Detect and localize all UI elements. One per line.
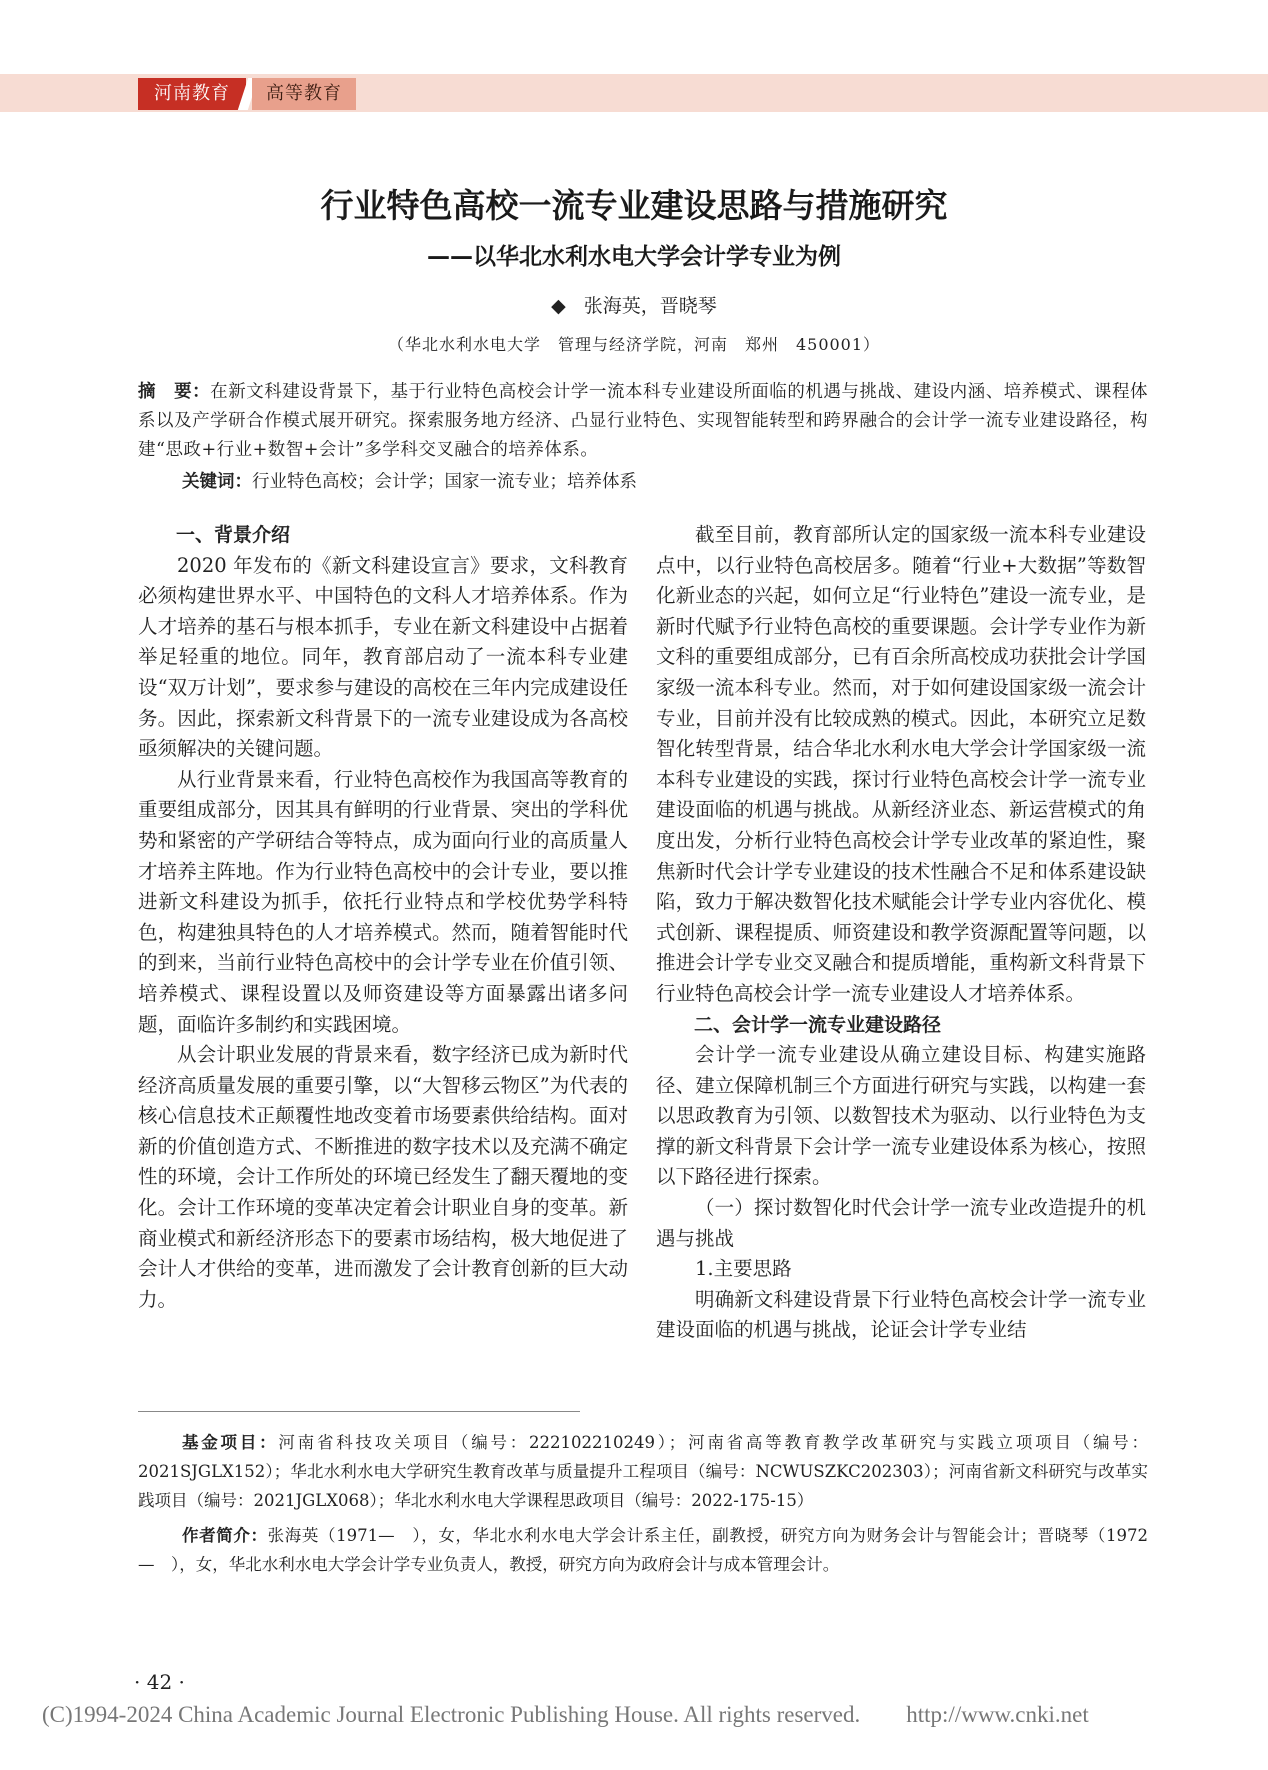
footnote-rule (138, 1411, 580, 1412)
keywords-text: 行业特色高校；会计学；国家一流专业；培养体系 (252, 472, 637, 492)
section-heading: 二、会计学一流专业建设路径 (694, 1013, 942, 1036)
page-number: · 42 · (134, 1670, 185, 1694)
journal-tag: 河南教育 (138, 78, 246, 110)
paragraph: 截至目前，教育部所认定的国家级一流本科专业建设点中，以行业特色高校居多。随着“行业+大数据”等数智化新业态的兴起，如何立足“行业特色”建设一流专业，是新时代赋予行业特色高校的重要课题。会计学专业作为新文科的重要组成部分，已有百余所高校成功获批会计学国家级一流本科专业。然而，对于如何建设国家级一流会计专业，目前并没有比较成熟的模式。因此，本研究立足数智化转型背景，结合华北水利水电大学会计学国家级一流本科专业建设的实践，探讨行业特色高校会计学一流专业建设面临的机遇与挑战。从新经济业态、新运营模式的角度出发，分析行业特色高校会计学专业改革的紧迫性，聚焦新时代会计学专业建设的技术性融合不足和体系建设缺陷，致力于解决数智化技术赋能会计学专业内容优化、模式创新、课程提质、师资建设和教学资源配置等问题，以推进会计学专业交叉融合和提质增能，重构新文科背景下行业特色高校会计学一流专业建设人才培养体系。 (656, 523, 1146, 1005)
copyright-line: (C)1994-2024 China Academic Journal Electronic Publishing House. All rights reserved. http://www.cnki.net (42, 1702, 1089, 1727)
keywords (182, 468, 1142, 497)
abstract (138, 378, 1148, 465)
paragraph: 会计学一流专业建设从确立建设目标、构建实施路径、建立保障机制三个方面进行研究与实践，以构建一套以思政教育为引领、以数智技术为驱动、以行业特色为支撑的新文科背景下会计学一流专业建设体系为核心，按照以下路径进行探索。 (656, 1043, 1146, 1189)
subsubsection-heading: 1.主要思路 (695, 1257, 792, 1281)
article-title: 行业特色高校一流专业建设思路与措施研究 (320, 186, 948, 225)
author-note (138, 1521, 1148, 1579)
abstract-text: 在新文科建设背景下，基于行业特色高校会计学一流本科专业建设所面临的机遇与挑战、建设内涵、培养模式、课程体系以及产学研合作模式展开研究。探索服务地方经济、凸显行业特色、实现智能转型和跨界融合的会计学一流专业建设路径，构建“思政+行业+数智+会计”多学科交叉融合的培养体系。 (138, 382, 1149, 460)
affiliation: （华北水利水电大学 管理与经济学院，河南 郑州 450001） (387, 335, 881, 354)
abstract-label: 摘 要： (138, 382, 211, 402)
paragraph: 明确新文科建设背景下行业特色高校会计学一流专业建设面临的机遇与挑战，论证会计学专业结 (656, 1287, 1146, 1342)
author-label: 作者简介： (182, 1526, 268, 1545)
keywords-label: 关键词： (182, 472, 252, 492)
section-tag: 高等教育 (252, 78, 356, 110)
footnotes (138, 1428, 1148, 1579)
authors-line (0, 291, 1268, 318)
paragraph: 2020 年发布的《新文科建设宣言》要求，文科教育必须构建世界水平、中国特色的文科人才培养体系。作为人才培养的基石与根本抓手，专业在新文科建设中占据着举足轻重的地位。同年，教育部启动了一流本科专业建设“双万计划”，要求参与建设的高校在三年内完成建设任务。因此，探索新文科背景下的一流专业建设成为各高校亟须解决的关键问题。 (138, 553, 628, 761)
fund-note (138, 1428, 1148, 1515)
fund-text: 河南省科技攻关项目（编号：222102210249）；河南省高等教育教学改革研究与实践立项项目（编号：2021SJGLX152）；华北水利水电大学研究生教育改革与质量提升工程项目（编号：NCWUSZKC202303）；河南省新文科研究与改革实践项目（编号：2021JGLX068）；华北水利水电大学课程思政项目（编号：2022-175-15） (138, 1433, 1149, 1510)
paragraph: 从行业背景来看，行业特色高校作为我国高等教育的重要组成部分，因其具有鲜明的行业背景、突出的学科优势和紧密的产学研结合等特点，成为面向行业的高质量人才培养主阵地。作为行业特色高校中的会计专业，要以推进新文科建设为抓手，依托行业特点和学校优势学科特色，构建独具特色的人才培养模式。然而，随着智能时代的到来，当前行业特色高校中的会计学专业在价值引领、培养模式、课程设置以及师资建设等方面暴露出诸多问题，面临许多制约和实践困境。 (138, 767, 628, 1036)
subsection-heading: （一）探讨数智化时代会计学一流专业改造提升的机遇与挑战 (656, 1196, 1146, 1250)
section-heading: 一、背景介绍 (176, 524, 291, 546)
author-text: 张海英（1971— ），女，华北水利水电大学会计系主任，副教授，研究方向为财务会计与智能会计；晋晓琴（1972— ），女，华北水利水电大学会计学专业负责人，教授，研究方向为政府会计与成本管理会计。 (138, 1526, 1149, 1574)
body-column-right (656, 520, 1146, 1346)
diamond-icon: ◆ (551, 295, 566, 317)
paragraph: 从会计职业发展的背景来看，数字经济已成为新时代经济高质量发展的重要引擎，以“大智移云物区”为代表的核心信息技术正颠覆性地改变着市场要素供给结构。面对新的价值创造方式、不断推进的数字技术以及充满不确定性的环境，会计工作所处的环境已经发生了翻天覆地的变化。会计工作环境的变革决定着会计职业自身的变革。新商业模式和新经济形态下的要素市场结构，极大地促进了会计人才供给的变革，进而激发了会计教育创新的巨大动力。 (138, 1043, 628, 1311)
authors: 张海英，晋晓琴 (583, 295, 717, 317)
fund-label: 基金项目： (182, 1433, 279, 1452)
body-column-left (138, 520, 628, 1315)
article-subtitle: ——以华北水利水电大学会计学专业为例 (427, 244, 841, 270)
